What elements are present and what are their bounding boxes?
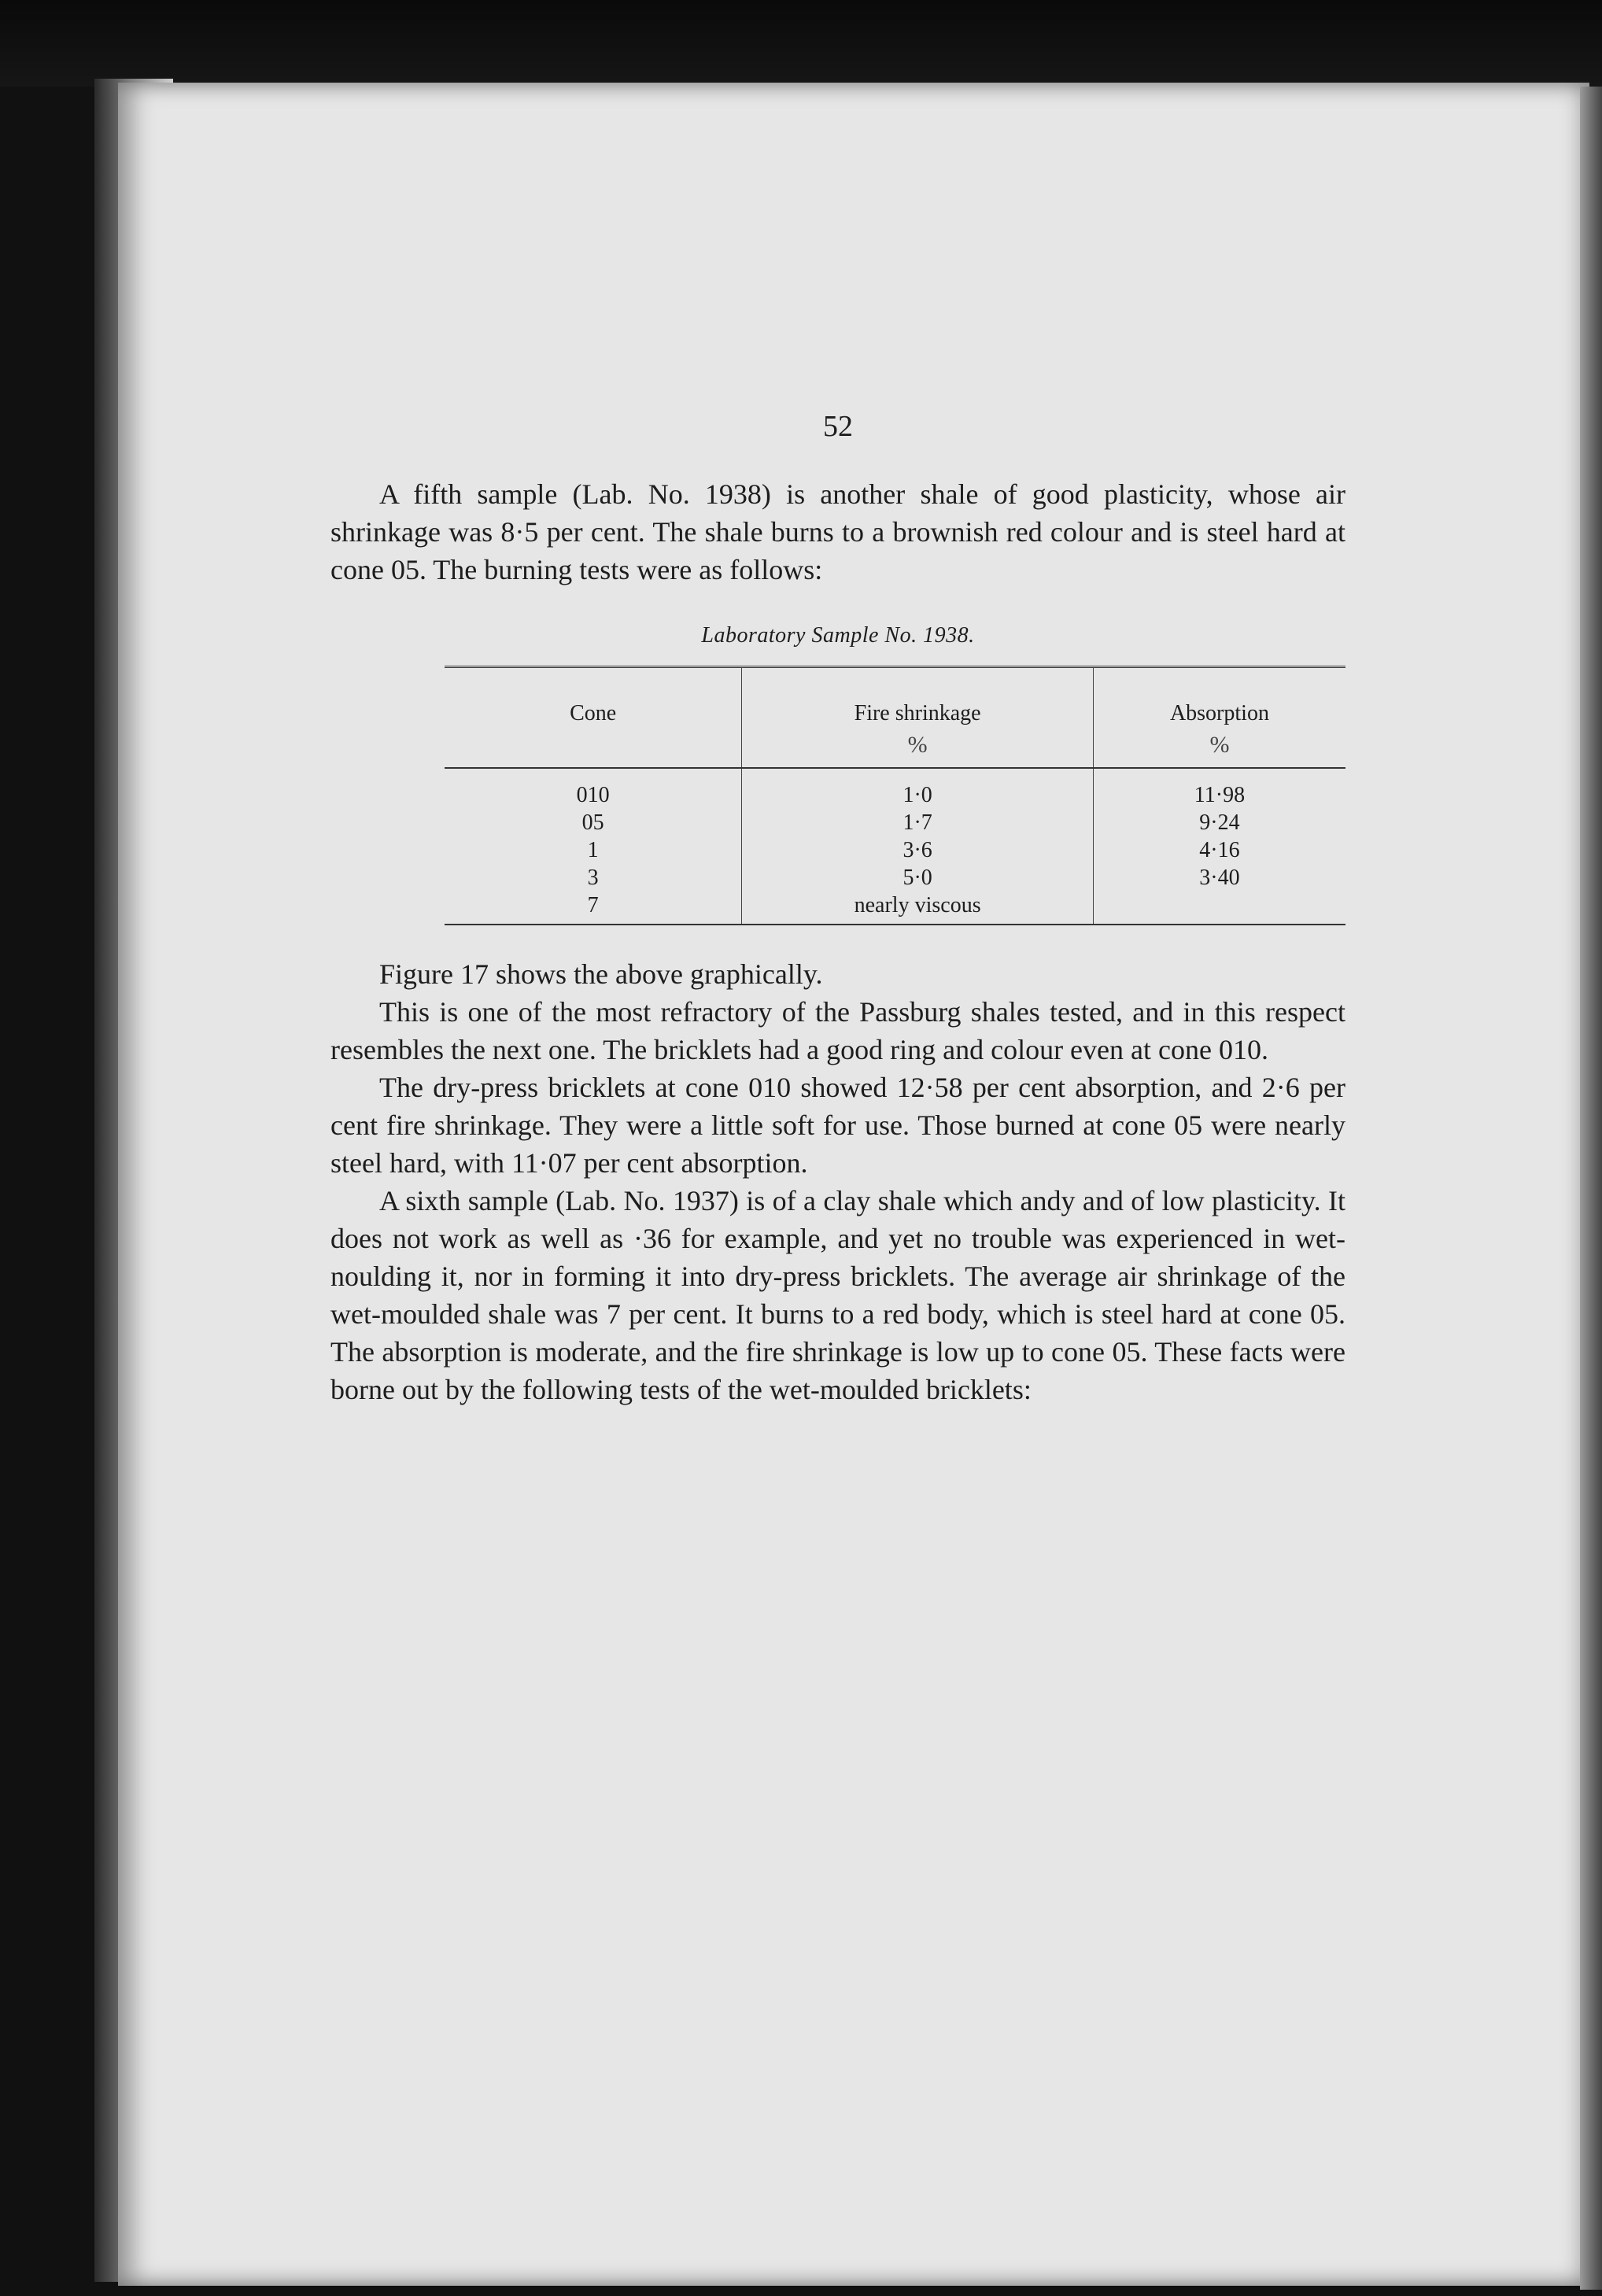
cell-fire-shrinkage: 3·6 [742,836,1094,864]
paragraph-fifth-sample: A fifth sample (Lab. No. 1938) is another shale of good plasticity, whose air shrinkage was 8·5 per cent. The shale burns to a brownish red colour and is steel hard at cone 05. The burning tests were as follows: [330,478,1345,585]
page-number: 52 [823,410,853,443]
paragraph-refractory: This is one of the most refractory of the Passburg shales tested, and in this respect resembles the next one. The bricklets had a good ring and colour even at cone 010. [330,996,1345,1065]
paragraph-figure-reference: Figure 17 shows the above graphically. [379,958,823,990]
header-fire-shrinkage-label: Fire shrinkage [854,701,981,725]
header-absorption-label: Absorption [1169,701,1269,725]
paragraph-sixth-sample: A sixth sample (Lab. No. 1937) is of a clay shale which andy and of low plasticity. It does not work as well as ·36 for example, and yet no trouble was experienced in wet-noulding it, nor in forming it into dry-press bricklets. The average air shrinkage of the wet-moulded shale was 7 per cent. It burns to a red body, which is steel hard at cone 05. The absorption is moderate, and the fire shrinkage is low up to cone 05. These facts were borne out by the following tests of the wet-moulded bricklets: [330,1185,1345,1405]
cell-cone: 7 [587,893,599,917]
cell-cone: 010 [576,783,610,807]
page-content [330,409,1345,1408]
page-stack-edge [1580,87,1602,2290]
cell-absorption [1093,891,1345,925]
table-row [445,891,1345,925]
table-header-row [445,667,1345,769]
table-caption: Laboratory Sample No. 1938. [701,623,975,648]
header-fire-shrinkage [742,667,1094,769]
header-absorption [1093,667,1345,769]
cell-absorption: 3·40 [1199,866,1240,890]
header-absorption-unit: % [1209,732,1230,758]
cell-fire-shrinkage: 1·7 [742,809,1094,836]
header-cone [445,667,742,769]
cell-cone: 3 [587,866,599,890]
cell-cone: 05 [581,810,604,835]
burning-tests-table [445,666,1345,925]
table-row [445,864,1345,891]
cell-absorption: 9·24 [1199,810,1240,835]
cell-cone: 1 [587,838,599,862]
cell-absorption: 11·98 [1194,783,1246,807]
cell-absorption: 4·16 [1199,838,1240,862]
table-row [445,836,1345,864]
paragraph-dry-press: The dry-press bricklets at cone 010 showed 12·58 per cent absorption, and 2·6 per cent fire shrinkage. They were a little soft for use. Those burned at cone 05 were nearly steel hard, with 11·07 per cent absorption. [330,1072,1345,1179]
cell-fire-shrinkage: nearly viscous [742,891,1094,925]
cell-fire-shrinkage: 5·0 [742,864,1094,891]
table-row [445,768,1345,809]
header-cone-label: Cone [570,701,617,725]
scan-top-gutter [0,0,1602,87]
cell-fire-shrinkage: 1·0 [742,768,1094,809]
table-row [445,809,1345,836]
header-fire-shrinkage-unit: % [907,732,928,758]
